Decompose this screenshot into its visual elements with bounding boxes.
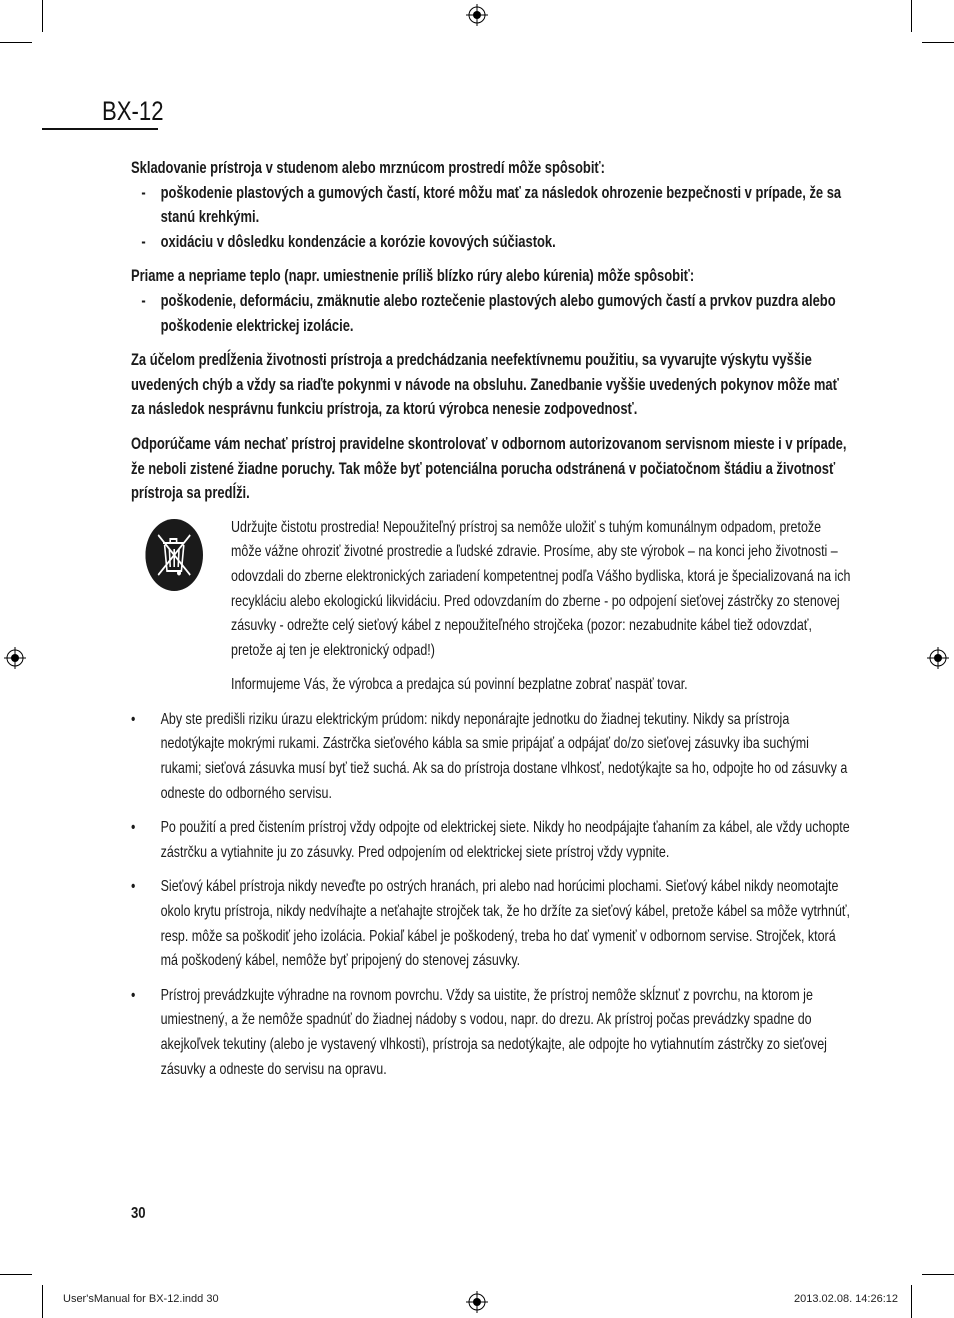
cold-storage-intro: Skladovanie prístroja v studenom alebo mrznúcom prostredí môže spôsobiť:: [131, 159, 605, 177]
list-item-text: poškodenie, deformáciu, zmäknutie alebo roztečenie plastových alebo gumových častí a prvkov puzdra alebo poškodenie elektrickej izolácie.: [160, 291, 836, 335]
crop-mark: [42, 0, 43, 32]
bullet-mark: •: [131, 986, 136, 1004]
heat-intro: Priame a nepriame teplo (napr. umiestnenie príliš blízko rúry alebo kúrenia) môže spôsobiť:: [131, 267, 695, 286]
crop-mark: [922, 42, 954, 43]
crossed-out-wheelie-bin-icon: [145, 519, 203, 591]
dash-mark: -: [141, 183, 146, 202]
header-rule: [42, 128, 158, 130]
page-content: [131, 156, 851, 1092]
safety-bullets: [131, 708, 851, 1082]
list-item: [131, 289, 851, 338]
registration-mark-icon: [466, 4, 488, 26]
dash-mark: -: [141, 291, 146, 310]
dash-mark: -: [141, 232, 146, 251]
list-item-text: Po použití a pred čistením prístroj vždy odpojte od elektrickej siete. Nikdy ho neodpájajte ťahaním za kábel, ale vždy uchopte zástrčku a vytiahnite ju zo zásuvky. Pred odpojením od elektrickej siete prístroj vždy vypnite.: [160, 819, 850, 861]
crop-mark: [42, 1285, 43, 1318]
service-paragraph: Odporúčame vám nechať prístroj pravidelne skontrolovať v odbornom autorizovanom servisnom mieste i v prípade, že neboli zistené žiadne poruchy. Tak môže byť potenciálna porucha odstránená v počiatočnom štádiu a životnosť prístroja sa predĺži.: [131, 434, 847, 503]
bullet-mark: •: [131, 878, 136, 896]
cold-storage-list: [131, 181, 851, 255]
page-number: 30: [131, 1205, 146, 1222]
footer-timestamp: 2013.02.08. 14:26:12: [794, 1293, 898, 1305]
lifetime-paragraph: Za účelom predĺženia životnosti prístroja a predchádzania neefektívnemu použitiu, sa vyvarujte výskytu vyššie uvedených chýb a vždy sa riaďte pokynmi v návode na obsluhu. Zanedbanie vyššie uvedených pokynov môže mať za následok nesprávnu funkciu prístroja, za ktorú výrobca nenesie zodpovednosť.: [131, 351, 839, 419]
list-item: [131, 875, 851, 973]
crop-mark: [0, 1274, 32, 1275]
registration-mark-icon: [927, 647, 949, 669]
heat-list: [131, 289, 851, 338]
registration-mark-icon: [466, 1291, 488, 1313]
crop-mark: [0, 42, 32, 43]
crop-mark: [911, 1285, 912, 1318]
weee-text: Udržujte čistotu prostredia! Nepoužiteľný prístroj sa nemôže uložiť s tuhým komunálnym odpadom, pretože môže vážne ohroziť životné prostredie a ľudské zdravie. Prosíme, aby ste výrobok – na konci jeho životnosti – odovzdali do zberne elektronických zariadení kompetentnej podľa Vášho bydliska, ktorá je špecializovaná na ich recykláciu alebo ekologickú likvidáciu. Pred odovzdaním do zberne - po odpojení sieťovej zástrčky zo stenovej zásuvky - odrežte celý sieťový kábel z nepoužiteľného strojčeka (pozor: nezabudnite kábel tiež odovzdať, pretože aj ten je elektronický odpad!): [231, 518, 851, 659]
list-item: [131, 181, 851, 230]
weee-notice: [131, 516, 851, 698]
bullet-mark: •: [131, 710, 136, 728]
list-item-text: Sieťový kábel prístroja nikdy neveďte po ostrých hranách, pri alebo nad horúcimi plochami. Sieťový kábel nikdy neomotajte okolo krytu prístroja, nikdy nedvíhajte a neťahajte strojček tak, že ho držíte za sieťový kábel, pretože kábel sa môže vytrhnúť, resp. môže sa poškodiť jeho izolácia. Pokiaľ kábel je poškodený, treba ho dať vymeniť v odbornom servise. Strojček, ktorá má poškodený kábel, nemôže byť pripojený do stenovej zásuvky.: [160, 878, 851, 970]
list-item: [131, 230, 851, 255]
crop-mark: [911, 0, 912, 32]
list-item-text: oxidáciu v dôsledku kondenzácie a korózie kovových súčiastok.: [160, 232, 556, 251]
list-item-text: poškodenie plastových a gumových častí, ktoré môžu mať za následok ohrozenie bezpečnosti v prípade, že sa stanú krehkými.: [160, 183, 842, 227]
weee-info: Informujeme Vás, že výrobca a predajca sú povinní bezplatne zobrať naspäť tovar.: [231, 676, 688, 694]
list-item: [131, 984, 851, 1082]
crop-mark: [922, 1274, 954, 1275]
footer-file-name: User'sManual for BX-12.indd 30: [63, 1293, 219, 1305]
model-title: BX-12: [102, 96, 164, 126]
list-item: [131, 816, 851, 865]
list-item-text: Prístroj prevádzkujte výhradne na rovnom povrchu. Vždy sa uistite, že prístroj nemôže skĺznuť z povrchu, na ktorom je umiestnený, a že nemôže spadnúť do žiadnej nádoby s vodou, napr. do drezu. Ak prístroj počas prevádzky spadne do akejkoľvek tekutiny (alebo je vystavený vlhkosti), prístroja sa nedotýkajte, ale odpojte ho vytiahnutím zástrčky zo sieťovej zásuvky a odneste do servisu na opravu.: [160, 986, 827, 1078]
list-item: [131, 708, 851, 806]
list-item-text: Aby ste predišli riziku úrazu elektrickým prúdom: nikdy neponárajte jednotku do žiadnej tekutiny. Nikdy sa prístroja nedotýkajte mokrými rukami. Zástrčka sieťového kábla sa smie pripájať a odpájať do/zo sieťovej zásuvky iba suchými rukami; sieťová zásuvka musí byť tiež suchá. Ak sa do prístroja dostane vlhkosť, nedotýkajte sa ho, odpojte ho od zásuvky a odneste do odborného servisu.: [160, 710, 848, 802]
registration-mark-icon: [4, 647, 26, 669]
bullet-mark: •: [131, 819, 136, 837]
